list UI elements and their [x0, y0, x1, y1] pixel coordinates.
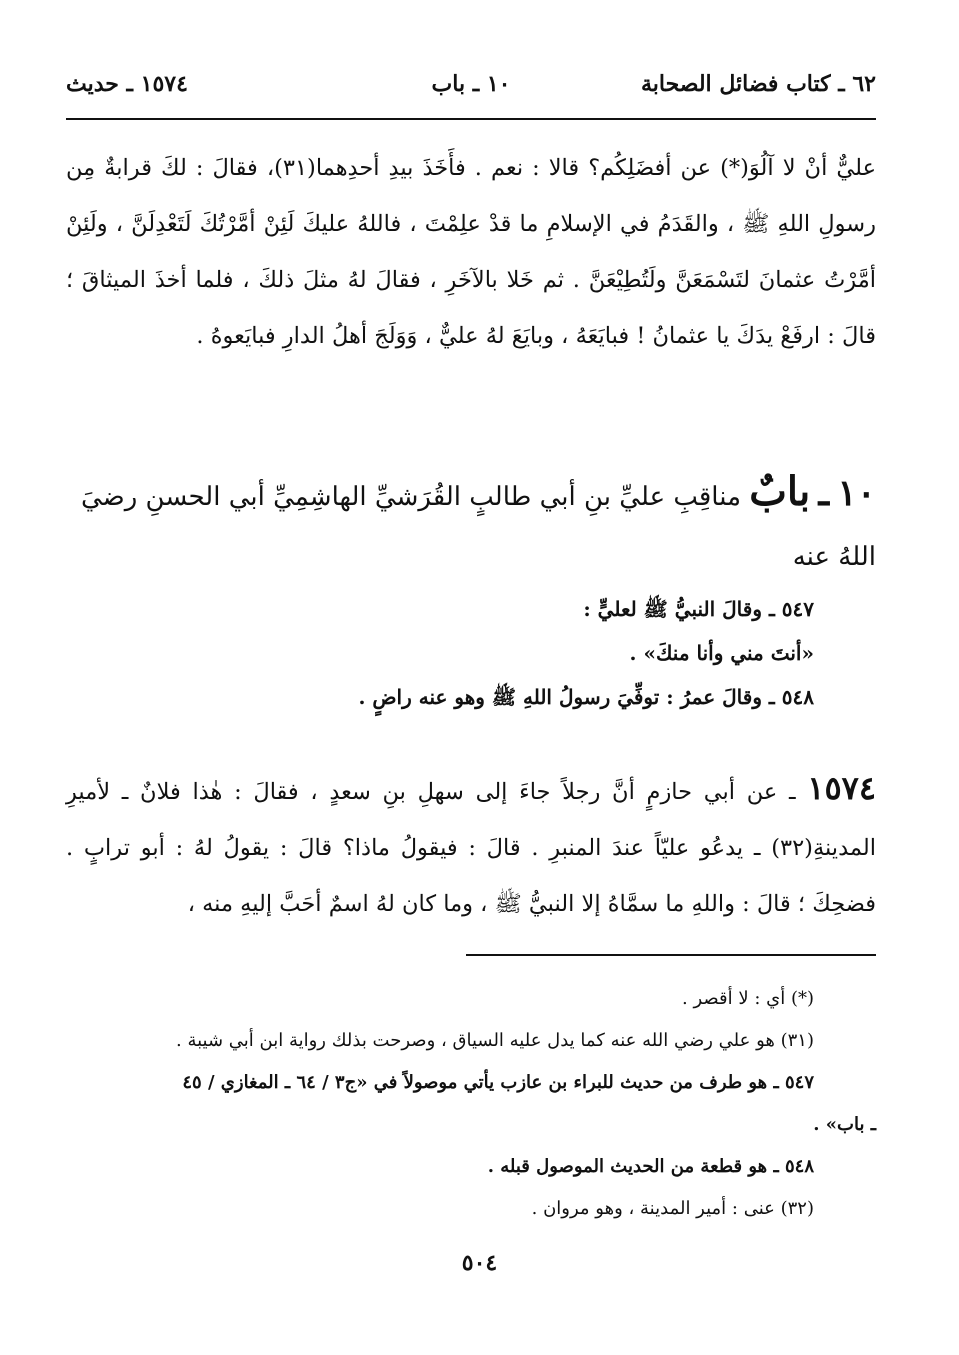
muallaq-548: ٥٤٨ ـ وقالَ عمرُ : توفِّيَ رسولُ اللهِ ﷺ وهو عنه راضٍ .: [358, 685, 814, 709]
footnote-547: ٥٤٧ ـ هو طرف من حديث للبراء بن عازب يأتي موصولاً في «ج٣ / ٦٤ ـ المغازي / ٤٥: [182, 1072, 814, 1093]
footnote-rule: [466, 954, 876, 956]
header-book-title: ٦٢ ـ كتاب فضائل الصحابة: [640, 71, 876, 97]
chapter-section: [66, 462, 876, 719]
body-paragraph-top: عليٌّ أنْ لا آلُوَ(*) عن أفضَلِكُم؟ قالا : نعم . فأَخَذَ بيدِ أحدِهما(٣١)، فقالَ : لكَ قرابةٌ مِن رسولِ اللهِ ﷺ ، والقَدَمُ في الإسلامِ ما قدْ علِمْتَ ، فاللهُ عليكَ لَئِنْ أمَّرْتُكَ لَتَعْدِلَنَّ ، ولَئِنْ أمَّرْتُ عثمانَ لتَسْمَعَنَّ ولَتُطِيْعَنَّ . ثم خَلا بالآخَرِ ، فقالَ لهُ مثلَ ذلكَ ، فلما أخذَ الميثاقَ ؛ قالَ : ارفَعْ يدَكَ يا عثمانُ ! فبايَعَهُ ، وبايَعَ لهُ عليٌّ ، وَوَلَجَ أهلُ الدارِ فبايَعوهُ .: [66, 155, 876, 349]
chapter-word: بابٌ: [749, 468, 811, 515]
chapter-heading: [66, 462, 876, 587]
footnote-star: (*) أي : لا أقصر .: [682, 988, 814, 1009]
footnote-31: (٣١) هو علي رضي الله عنه كما يدل عليه السياق ، وصرحت بذلك رواية ابن أبي شيبة .: [176, 1030, 814, 1051]
footnotes: [66, 978, 876, 1230]
page-number: ٥٠٤: [461, 1250, 498, 1276]
hadith-1574: [66, 760, 876, 932]
chapter-title: مناقِبِ عليِّ بنِ أبي طالبٍ القُرَشيِّ الهاشِمِيِّ أبي الحسنِ رضيَ اللهُ عنه: [80, 482, 876, 572]
footnote-32: (٣٢) عنى : أمير المدينة ، وهو مروان .: [531, 1198, 814, 1219]
hadith-number: ١٥٧٤: [807, 769, 877, 807]
footnote-548: ٥٤٨ ـ هو قطعة من الحديث الموصول قبله .: [487, 1156, 814, 1177]
header-hadith-ref: ١٥٧٤ ـ حديث: [66, 71, 188, 97]
chapter-number: ١٠: [837, 472, 876, 514]
muallaq-547: ٥٤٧ ـ وقالَ النبيُّ ﷺ لعليٍّ :: [583, 597, 814, 621]
running-header: [66, 68, 876, 112]
muallaq-547-quote: «أنتَ مني وأنا منكَ» .: [629, 641, 814, 665]
hadith-text: ـ عن أبي حازمٍ أنَّ رجلاً جاءَ إلى سهلِ بنِ سعدٍ ، فقالَ : هٰذا فلانٌ ـ لأميرِ المدينةِ(٣٢) ـ يدعُو عليّاً عندَ المنبرِ . قالَ : فيقولُ ماذا؟ قالَ : يقولُ لهُ : أبو ترابٍ . فضحِكَ ؛ قالَ : واللهِ ما سمَّاهُ إلا النبيُّ ﷺ ، وما كان لهُ اسمٌ أحَبَّ إليهِ منه ،: [66, 779, 876, 917]
footnote-547-continued: ـ باب» .: [813, 1114, 876, 1135]
header-rule: [66, 118, 876, 120]
header-chapter: ١٠ ـ باب: [431, 71, 511, 97]
chapter-dash: ـ: [818, 472, 830, 514]
